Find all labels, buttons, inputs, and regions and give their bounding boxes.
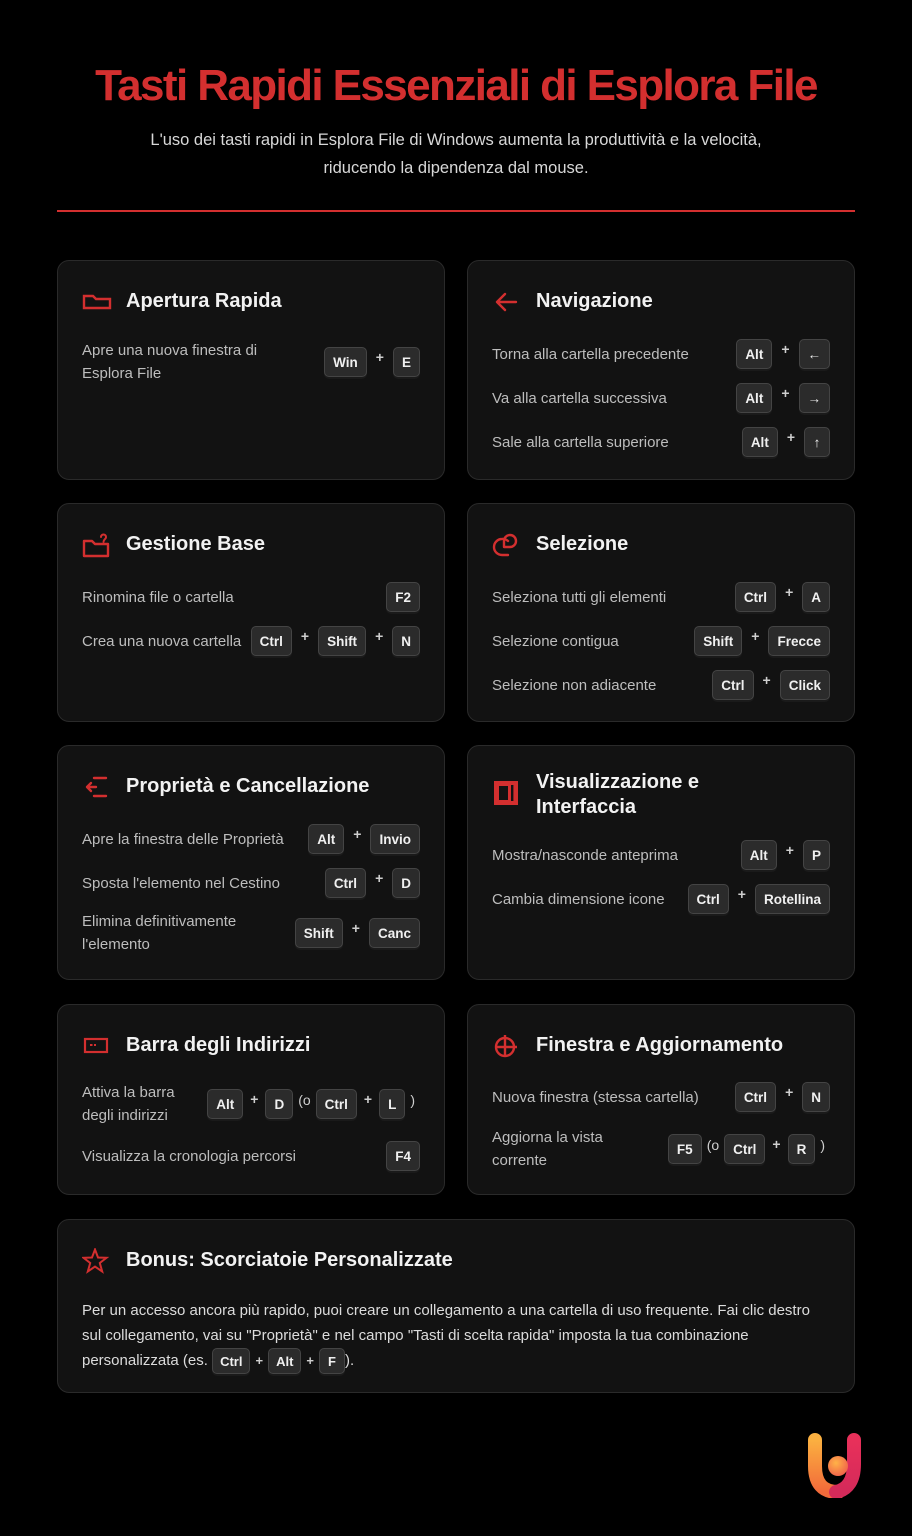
key-cap: Canc <box>369 918 420 948</box>
plus-sign: + <box>375 628 384 644</box>
folder-icon <box>82 289 112 315</box>
key-cap: → <box>799 383 831 413</box>
key-combo <box>308 824 420 854</box>
key-combo <box>735 1082 830 1112</box>
plus-sign: + <box>353 826 362 842</box>
key-combo <box>668 1134 830 1164</box>
alt-prefix: (o <box>706 1137 720 1153</box>
address-bar-icon <box>82 1033 112 1059</box>
key-cap: A <box>802 582 830 612</box>
key-cap: ← <box>799 339 831 369</box>
key-combo <box>386 582 420 612</box>
key-cap: Shift <box>694 626 742 656</box>
key-cap: Ctrl <box>724 1134 765 1164</box>
key-cap: Ctrl <box>325 868 366 898</box>
key-cap: Ctrl <box>212 1348 250 1374</box>
bonus-text <box>82 1298 830 1374</box>
alt-suffix: ) <box>410 1092 415 1108</box>
key-cap: D <box>392 868 420 898</box>
card-selezione <box>467 503 855 722</box>
card-finestra-aggiornamento <box>467 1004 855 1195</box>
key-cap: Ctrl <box>688 884 729 914</box>
plus-sign: + <box>351 920 360 936</box>
selection-icon <box>492 532 522 558</box>
shortcut-desc: Sale alla cartella superiore <box>492 433 669 451</box>
shortcut-desc: Visualizza la cronologia percorsi <box>82 1147 296 1165</box>
crosshair-icon <box>492 1033 522 1059</box>
shortcut-desc: Selezione contigua <box>492 632 619 650</box>
key-cap: Win <box>324 347 367 377</box>
plus-sign: + <box>255 1353 264 1368</box>
page-subtitle <box>100 126 812 182</box>
plus-sign: + <box>786 429 795 445</box>
key-cap: Ctrl <box>735 582 776 612</box>
plus-sign: + <box>306 1353 314 1368</box>
arrow-left-icon <box>492 289 522 315</box>
subtitle-line-1: L'uso dei tasti rapidi in Esplora File di Windows aumenta la produttività e la velocità, <box>150 131 762 149</box>
plus-sign: + <box>363 1091 373 1107</box>
shortcut-desc: Attiva la barra degli indirizzi <box>82 1084 175 1124</box>
card-title: Gestione Base <box>126 533 265 555</box>
key-cap: F <box>319 1348 345 1374</box>
shortcut-desc: Cambia dimensione icone <box>492 890 665 908</box>
key-cap: Alt <box>308 824 344 854</box>
card-gestione-base <box>57 503 445 722</box>
key-cap: Alt <box>742 427 778 457</box>
alt-prefix: (o <box>298 1092 311 1108</box>
plus-sign: + <box>785 584 794 600</box>
key-cap: L <box>379 1089 405 1119</box>
key-combo <box>742 427 830 457</box>
key-combo <box>324 347 420 377</box>
shortcut-desc: Sposta l'elemento nel Cestino <box>82 874 280 892</box>
bonus-text-after: ). <box>345 1352 355 1369</box>
brand-logo-icon <box>802 1430 872 1498</box>
card-title: Barra degli Indirizzi <box>126 1034 311 1056</box>
key-cap: F2 <box>386 582 420 612</box>
key-combo <box>688 884 830 914</box>
plus-sign: + <box>785 842 794 858</box>
card-title: Apertura Rapida <box>126 290 282 312</box>
key-cap: Click <box>780 670 830 700</box>
key-cap: Alt <box>268 1348 301 1374</box>
folder-edit-icon <box>82 532 112 558</box>
card-title: Navigazione <box>536 290 653 312</box>
preview-pane-icon <box>492 780 522 806</box>
key-cap: Frecce <box>768 626 830 656</box>
properties-delete-icon <box>82 774 112 800</box>
shortcut-desc: Crea una nuova cartella <box>82 632 242 650</box>
subtitle-line-2: riducendo la dipendenza dal mouse. <box>323 159 589 177</box>
card-title: Bonus: Scorciatoie Personalizzate <box>126 1249 453 1271</box>
shortcut-desc: Aggiorna la vista corrente <box>492 1129 603 1169</box>
key-combo <box>295 918 420 948</box>
card-title: Proprietà e Cancellazione <box>126 775 370 797</box>
plus-sign: + <box>375 870 384 886</box>
key-cap: Alt <box>741 840 777 870</box>
plus-sign: + <box>762 672 771 688</box>
plus-sign: + <box>781 385 790 401</box>
key-cap: Shift <box>295 918 343 948</box>
plus-sign: + <box>375 349 384 365</box>
key-combo <box>325 868 420 898</box>
key-cap: Shift <box>318 626 366 656</box>
shortcut-desc: Torna alla cartella precedente <box>492 345 689 363</box>
key-cap: Alt <box>736 339 772 369</box>
star-icon <box>82 1248 112 1274</box>
key-cap: E <box>393 347 420 377</box>
key-cap: R <box>788 1134 816 1164</box>
key-combo <box>736 339 830 369</box>
shortcut-desc: Nuova finestra (stessa cartella) <box>492 1088 699 1106</box>
key-cap: Ctrl <box>735 1082 776 1112</box>
key-combo <box>712 670 830 700</box>
key-cap: ↑ <box>804 427 830 457</box>
plus-sign: + <box>772 1136 781 1152</box>
plus-sign: + <box>781 341 790 357</box>
shortcut-desc: Elimina definitivamente l'elemento <box>82 913 237 953</box>
shortcut-desc: Apre la finestra delle Proprietà <box>82 830 284 848</box>
key-cap: Ctrl <box>712 670 753 700</box>
page-title: Tasti Rapidi Essenziali di Esplora File <box>95 61 817 110</box>
key-combo <box>386 1141 420 1171</box>
key-combo <box>251 626 420 656</box>
key-combo <box>207 1089 420 1119</box>
plus-sign: + <box>737 886 746 902</box>
card-bonus <box>57 1219 855 1393</box>
key-cap: Rotellina <box>755 884 830 914</box>
key-cap: F4 <box>386 1141 420 1171</box>
shortcut-desc: Va alla cartella successiva <box>492 389 667 407</box>
plus-sign: + <box>250 1091 259 1107</box>
card-proprieta-cancellazione <box>57 745 445 980</box>
card-title: Finestra e Aggiornamento <box>536 1034 784 1056</box>
key-cap: Ctrl <box>316 1089 357 1119</box>
key-cap: Alt <box>207 1089 243 1119</box>
shortcut-desc: Mostra/nasconde anteprima <box>492 846 678 864</box>
card-barra-indirizzi <box>57 1004 445 1195</box>
shortcut-desc: Seleziona tutti gli elementi <box>492 588 667 606</box>
key-combo <box>736 383 830 413</box>
bonus-text-before: Per un accesso ancora più rapido, puoi creare un collegamento a una cartella di uso frequente. Fai clic destro sul collegamento, vai su "Proprietà" e nel campo "Tasti di scelta rapida" imposta la tua combinazione personalizzata (es. <box>82 1302 810 1369</box>
key-cap: Ctrl <box>251 626 292 656</box>
shortcut-desc: Apre una nuova finestra di Esplora File <box>82 342 258 382</box>
key-cap: F5 <box>668 1134 702 1164</box>
alt-suffix: ) <box>820 1137 825 1153</box>
plus-sign: + <box>751 628 760 644</box>
card-visualizzazione-interfaccia <box>467 745 855 980</box>
card-apertura-rapida <box>57 260 445 480</box>
shortcut-desc: Selezione non adiacente <box>492 676 657 694</box>
key-cap: N <box>802 1082 830 1112</box>
key-cap: D <box>265 1089 293 1119</box>
key-cap: Alt <box>736 383 772 413</box>
shortcut-desc: Rinomina file o cartella <box>82 588 234 606</box>
key-combo <box>735 582 830 612</box>
plus-sign: + <box>300 628 310 644</box>
header-divider <box>57 210 855 212</box>
key-combo <box>694 626 830 656</box>
card-navigazione <box>467 260 855 480</box>
key-combo <box>741 840 830 870</box>
card-title: Visualizzazione e Interfaccia <box>536 771 700 818</box>
key-cap: P <box>803 840 830 870</box>
plus-sign: + <box>785 1084 794 1100</box>
key-cap: Invio <box>370 824 420 854</box>
key-cap: N <box>392 626 420 656</box>
card-title: Selezione <box>536 533 629 555</box>
